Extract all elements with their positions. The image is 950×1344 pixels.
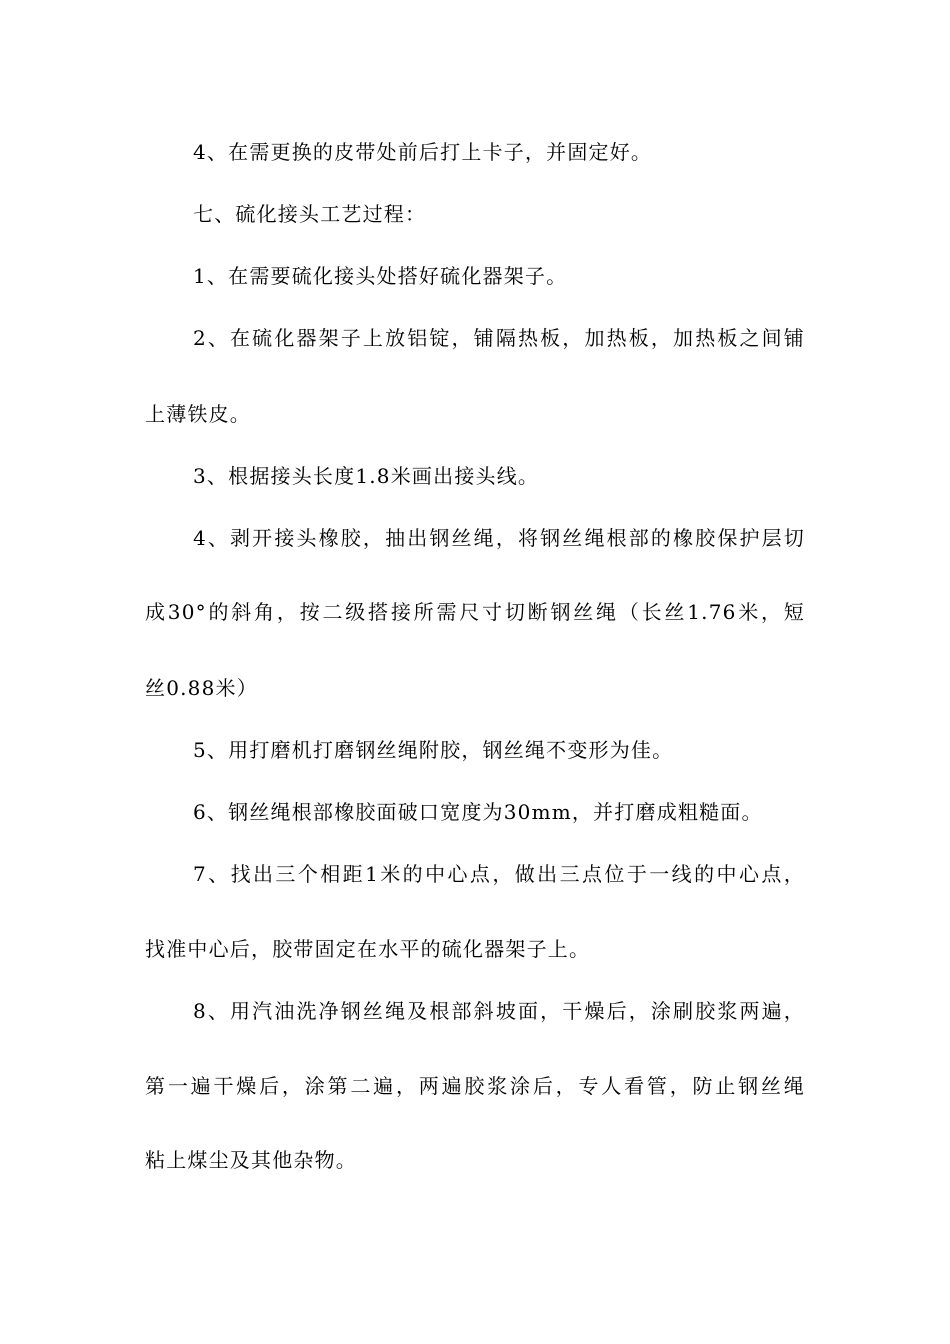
paragraph-line: 7、找出三个相距1米的中心点，做出三点位于一线的中心点， [193, 862, 805, 886]
paragraph-line: 找准中心后，胶带固定在水平的硫化器架子上。 [145, 937, 591, 961]
paragraph-line: 5、用打磨机打磨钢丝绳附胶，钢丝绳不变形为佳。 [193, 738, 674, 762]
paragraph-line: 8、用汽油洗净钢丝绳及根部斜坡面，干燥后，涂刷胶浆两遍， [193, 999, 805, 1023]
paragraph-line: 4、剥开接头橡胶，抽出钢丝绳，将钢丝绳根部的橡胶保护层切 [193, 526, 805, 550]
paragraph-line: 4、在需更换的皮带处前后打上卡子，并固定好。 [193, 140, 653, 164]
section-heading: 七、硫化接头工艺过程： [193, 202, 427, 226]
paragraph-line: 丝0.88米） [145, 676, 258, 700]
paragraph-line: 6、钢丝绳根部橡胶面破口宽度为30mm，并打磨成粗糙面。 [193, 800, 763, 824]
paragraph-line: 2、在硫化器架子上放铝锭，铺隔热板，加热板，加热板之间铺 [193, 326, 805, 350]
paragraph-line: 成30°的斜角，按二级搭接所需尺寸切断钢丝绳（长丝1.76米，短 [145, 600, 805, 624]
paragraph-line: 1、在需要硫化接头处搭好硫化器架子。 [193, 264, 568, 288]
paragraph-line: 第一遍干燥后，涂第二遍，两遍胶浆涂后，专人看管，防止钢丝绳 [145, 1074, 805, 1098]
paragraph-line: 粘上煤尘及其他杂物。 [145, 1148, 357, 1172]
paragraph-line: 上薄铁皮。 [145, 402, 251, 426]
paragraph-line: 3、根据接头长度1.8米画出接头线。 [193, 464, 540, 488]
